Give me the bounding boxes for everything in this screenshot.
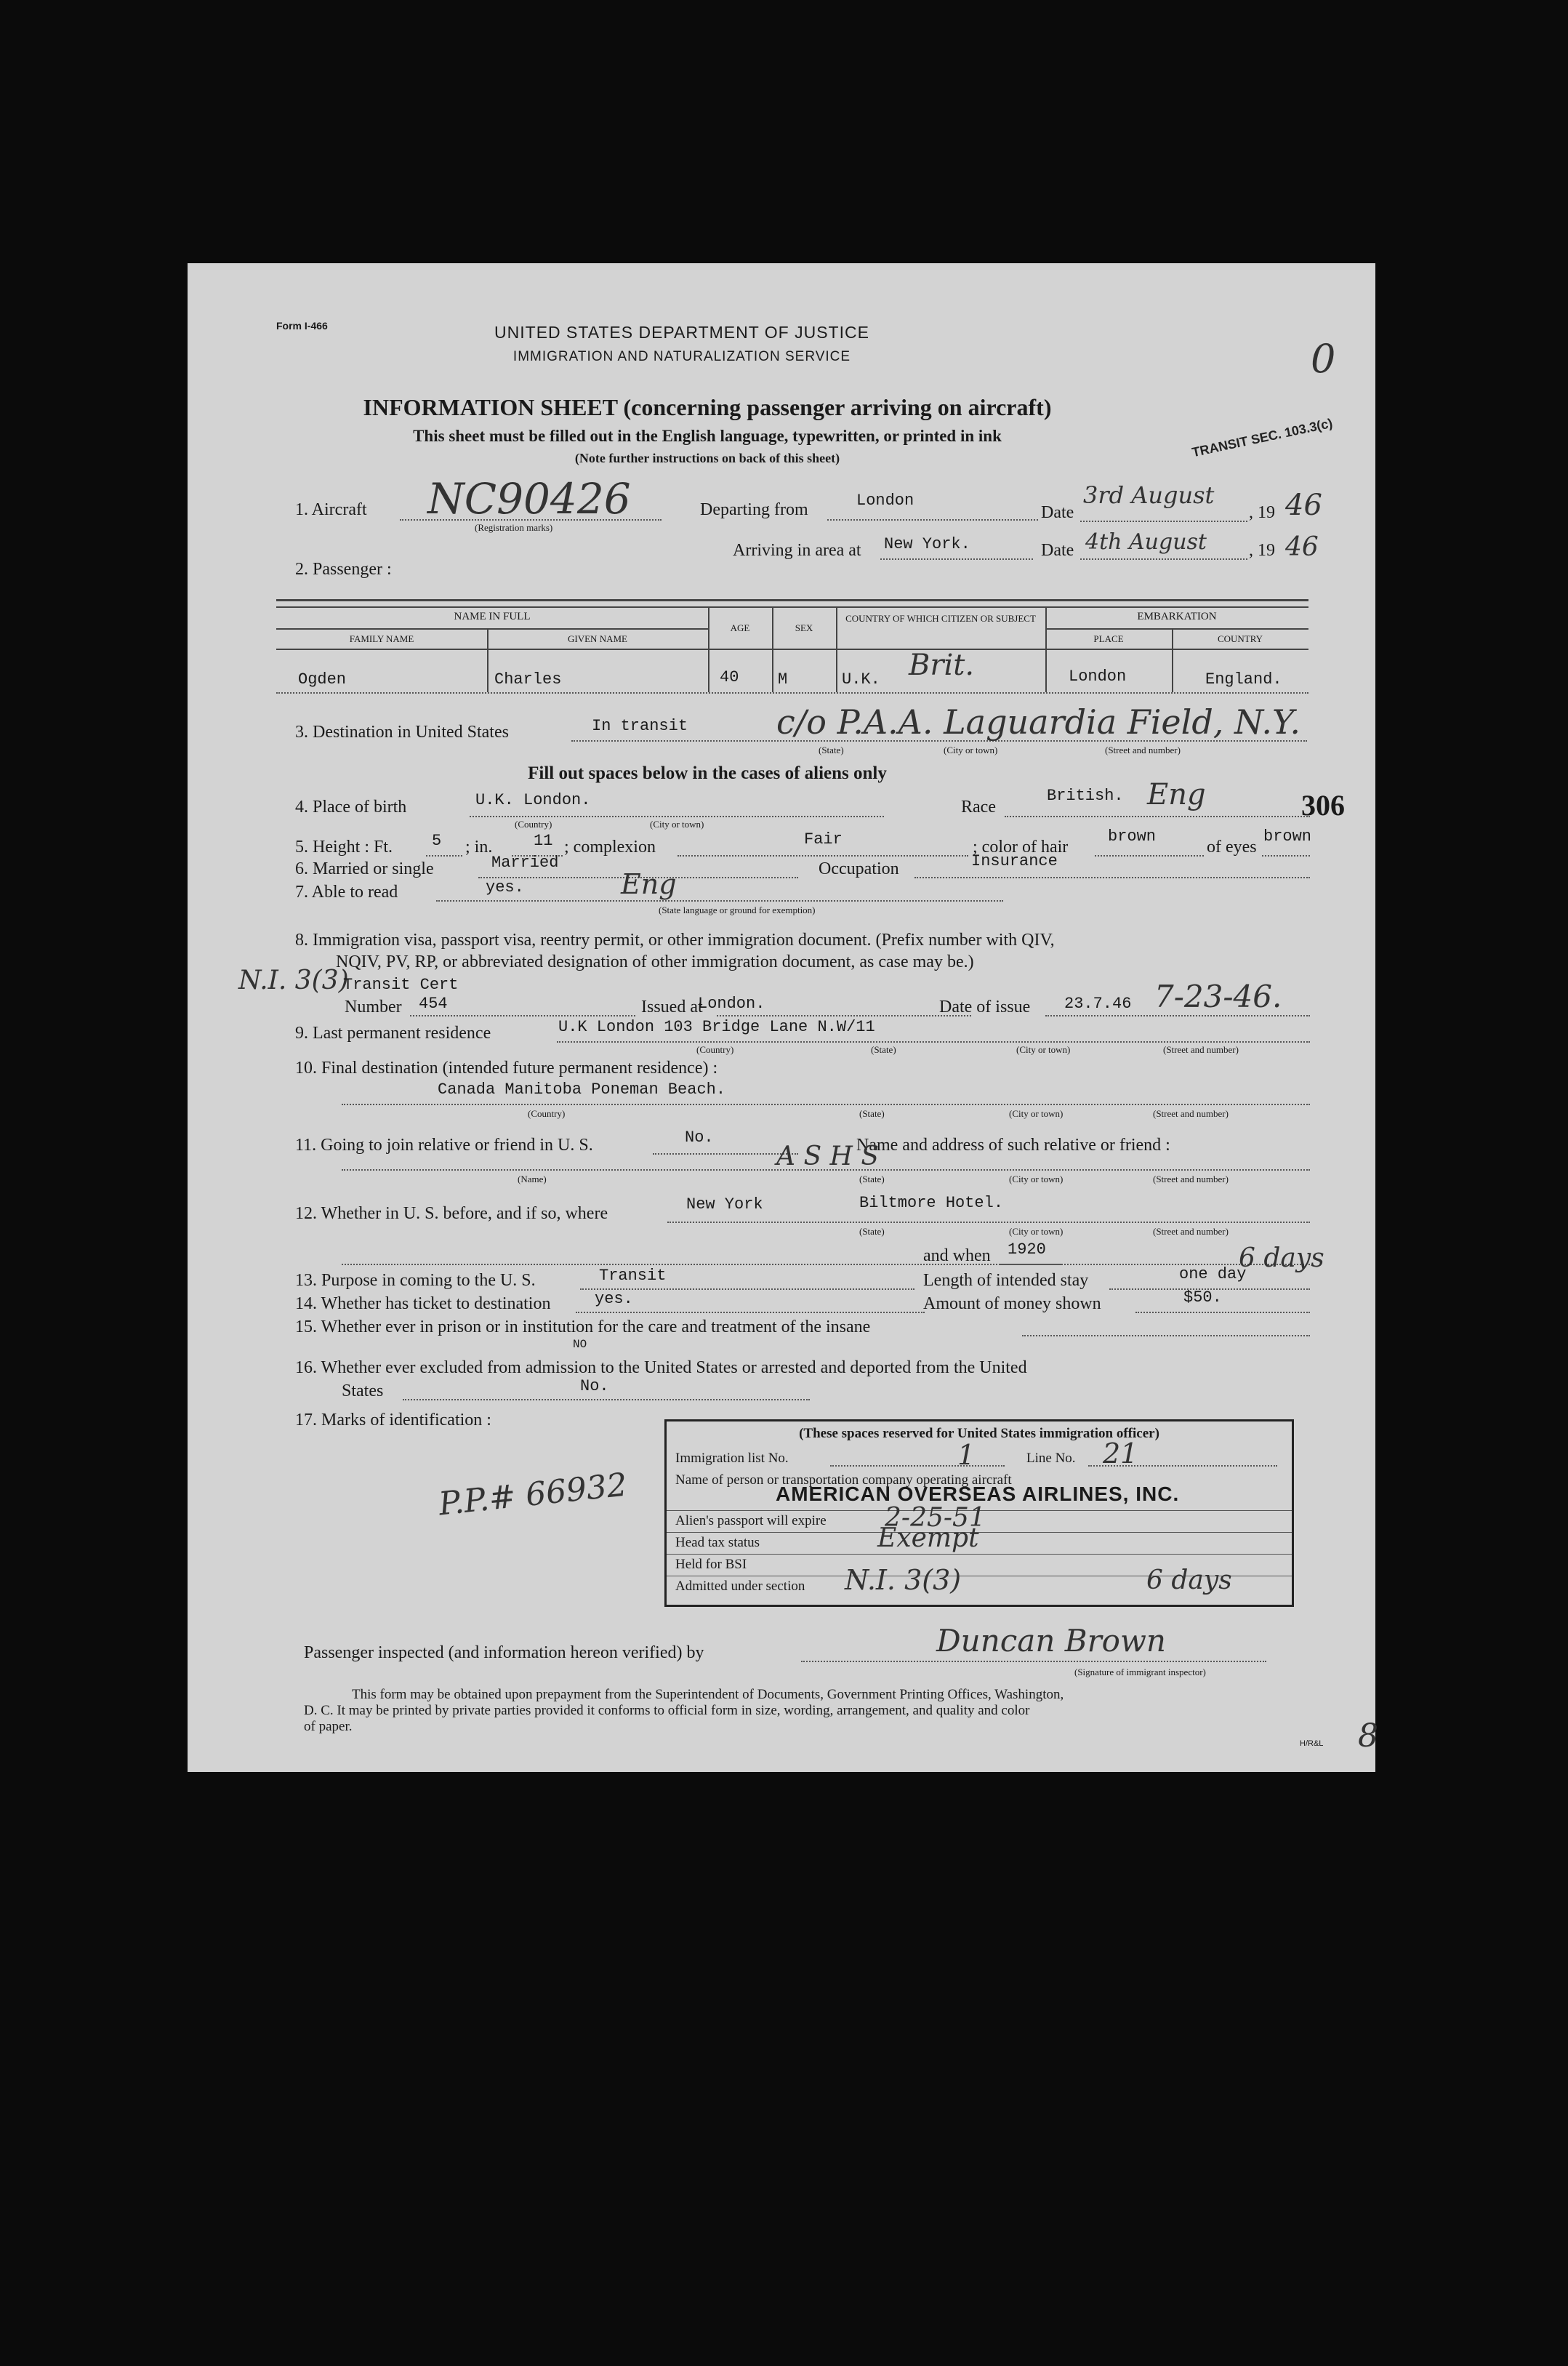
excluded-label-2: States	[342, 1381, 384, 1400]
footer-code: H/R&L	[1300, 1739, 1324, 1748]
height-ft-value: 5	[432, 832, 442, 850]
marks-handwritten: P.P.# 66932	[437, 1466, 630, 1523]
form-number: Form I-466	[276, 320, 328, 332]
read-value: yes.	[486, 878, 524, 897]
stay-value: one day	[1179, 1265, 1247, 1283]
head-tax-value: Exempt	[877, 1523, 979, 1553]
visa-number-label: Number	[345, 998, 402, 1016]
before-line	[667, 1222, 1310, 1223]
eyes-value: brown	[1263, 827, 1312, 846]
birth-line	[470, 816, 884, 817]
page-number: 306	[1301, 789, 1345, 822]
aircraft-label: 1. Aircraft	[295, 500, 367, 519]
date-arrive-line	[1080, 558, 1247, 560]
visa-label-2: NQIV, PV, RP, or abbreviated designation of other immigration document, as case may be.)	[336, 953, 974, 971]
relative-name-address-label: Name and address of such relative or friend :	[856, 1136, 1170, 1155]
height-ft-line	[426, 855, 462, 857]
residence-line	[557, 1041, 1310, 1043]
destination-handwritten: c/o P.A.A. Laguardia Field, N.Y.	[776, 702, 1301, 742]
cell-citizen: U.K.	[842, 670, 880, 689]
visa-number-value: 454	[419, 995, 448, 1013]
admitted-value: N.I. 3(3)	[845, 1564, 962, 1596]
date-arrive-label: Date	[1041, 541, 1074, 560]
aliens-heading: Fill out spaces below in the cases of aliens only	[528, 763, 887, 783]
page-title: INFORMATION SHEET (concerning passenger arriving on aircraft)	[363, 394, 1052, 420]
year-depart: 46	[1285, 489, 1322, 522]
before-place: Biltmore Hotel.	[859, 1194, 1004, 1212]
instructions-line: This sheet must be filled out in the English language, typewritten, or printed in ink	[413, 427, 1002, 445]
money-line	[1135, 1312, 1310, 1313]
dest-street-caption: (Street and number)	[1105, 745, 1181, 755]
instructions-note: (Note further instructions on back of this sheet)	[574, 451, 840, 465]
inspector-signature: Duncan Brown	[936, 1623, 1166, 1659]
occupation-label: Occupation	[819, 859, 899, 878]
date-arrive-value: 4th August	[1085, 529, 1207, 555]
issued-line	[717, 1015, 971, 1016]
bsi-label: Held for BSI	[675, 1557, 747, 1572]
eyes-line	[1262, 855, 1310, 857]
department-heading: UNITED STATES DEPARTMENT OF JUSTICE	[494, 323, 869, 342]
given-name-header: GIVEN NAME	[568, 633, 627, 644]
money-value: $50.	[1183, 1288, 1222, 1307]
stay-label: Length of intended stay	[923, 1271, 1089, 1290]
height-in-label: ; in.	[465, 838, 493, 857]
passport-expire-value: 2-25-51	[885, 1503, 986, 1533]
inspector-line	[801, 1661, 1266, 1662]
visa-label-1: 8. Immigration visa, passport visa, reentry permit, or other immigration document. (Prefix number with QIV,	[295, 931, 1055, 950]
date-label: Date	[1041, 503, 1074, 522]
footer-corner-mark: 8	[1358, 1717, 1378, 1755]
join-handwritten: A S H S	[776, 1142, 880, 1171]
issued-label: Issued at	[641, 998, 703, 1016]
footer-line-2: D. C. It may be printed by private parties provided it conforms to official form in size, wording, arrangement, and quality and color	[304, 1703, 1030, 1718]
visa-margin-handwritten: N.I. 3(3)	[238, 966, 349, 995]
list-line	[830, 1465, 1005, 1467]
list-value: 1	[957, 1439, 976, 1471]
height-in-value: 11	[534, 832, 553, 850]
family-name-header: FAMILY NAME	[349, 633, 414, 644]
line-value: 21	[1103, 1437, 1138, 1469]
res-country-caption: (Country)	[696, 1044, 734, 1055]
marks-label: 17. Marks of identification :	[295, 1411, 491, 1429]
when-value: 1920	[1008, 1240, 1046, 1259]
when-label: and when	[923, 1246, 991, 1265]
excluded-label-1: 16. Whether ever excluded from admission to the United States or arrested and deported from the United	[295, 1358, 1027, 1377]
departing-label: Departing from	[700, 500, 808, 519]
name-in-full-header: NAME IN FULL	[454, 611, 531, 622]
inspected-label: Passenger inspected (and information hereon verified) by	[304, 1643, 704, 1662]
relative-line	[342, 1169, 1310, 1171]
occupation-line	[914, 877, 1310, 878]
res-state-caption: (State)	[871, 1044, 896, 1055]
ticket-label: 14. Whether has ticket to destination	[295, 1294, 551, 1313]
year-label: , 19	[1249, 503, 1275, 522]
line-label: Line No.	[1026, 1451, 1076, 1466]
cell-citizen-handwritten: Brit.	[909, 649, 975, 682]
race-handwritten: Eng	[1147, 778, 1206, 811]
money-label: Amount of money shown	[923, 1294, 1101, 1313]
birth-country-caption: (Country)	[515, 819, 552, 830]
birth-label: 4. Place of birth	[295, 798, 407, 817]
form-sheet	[188, 263, 1378, 1772]
departing-value: London	[856, 492, 914, 510]
read-label: 7. Able to read	[295, 883, 398, 902]
date-issue-value: 23.7.46	[1064, 995, 1132, 1013]
officer-heading: (These spaces reserved for United States immigration officer)	[799, 1426, 1159, 1441]
race-value: British.	[1047, 787, 1124, 805]
final-dest-label: 10. Final destination (intended future permanent residence) :	[295, 1059, 718, 1078]
occupation-value: Insurance	[971, 852, 1058, 870]
destination-label: 3. Destination in United States	[295, 723, 509, 742]
embarkation-header: EMBARKATION	[1137, 611, 1217, 622]
race-label: Race	[961, 798, 996, 817]
res-city-caption: (City or town)	[1016, 1044, 1071, 1055]
admitted-label: Admitted under section	[675, 1579, 805, 1594]
service-heading: IMMIGRATION AND NATURALIZATION SERVICE	[512, 349, 851, 364]
registration-caption: (Registration marks)	[475, 522, 553, 533]
purpose-label: 13. Purpose in coming to the U. S.	[295, 1271, 536, 1290]
read-caption: (State language or ground for exemption)	[659, 905, 816, 915]
passport-expire-label: Alien's passport will expire	[675, 1513, 827, 1528]
join-city-caption: (City or town)	[1009, 1174, 1064, 1184]
country-citizen-header: COUNTRY OF WHICH CITIZEN OR SUBJECT	[845, 613, 1036, 624]
stay-handwritten: 6 days	[1239, 1243, 1324, 1273]
cell-given-name: Charles	[494, 670, 562, 689]
final-dest-line	[342, 1104, 1310, 1105]
ticket-line	[576, 1312, 925, 1313]
excluded-value: No.	[580, 1377, 609, 1395]
passenger-label: 2. Passenger :	[295, 560, 392, 579]
married-label: 6. Married or single	[295, 859, 434, 878]
cell-family-name: Ogden	[298, 670, 347, 689]
join-state-caption: (State)	[859, 1174, 885, 1184]
date-depart-value: 3rd August	[1083, 481, 1215, 509]
purpose-value: Transit	[599, 1267, 667, 1285]
read-line	[436, 900, 1003, 902]
footer-line-3: of paper.	[304, 1719, 353, 1734]
birth-city-caption: (City or town)	[650, 819, 704, 830]
admitted-handwritten: 6 days	[1146, 1565, 1232, 1595]
married-value: Married	[491, 854, 559, 872]
residence-value: U.K London 103 Bridge Lane N.W/11	[558, 1018, 875, 1036]
res-street-caption: (Street and number)	[1163, 1044, 1239, 1055]
final-state-caption: (State)	[859, 1108, 885, 1119]
year-arrive-label: , 19	[1249, 541, 1275, 560]
final-country-caption: (Country)	[528, 1108, 566, 1119]
complexion-label: ; complexion	[564, 838, 656, 857]
aircraft-value: NC90426	[427, 474, 631, 524]
eyes-label: of eyes	[1207, 838, 1257, 857]
head-tax-label: Head tax status	[675, 1535, 760, 1550]
arriving-label: Arriving in area at	[733, 541, 861, 560]
excluded-line	[403, 1399, 810, 1400]
cell-embark-place: London	[1069, 667, 1127, 686]
residence-label: 9. Last permanent residence	[295, 1024, 491, 1043]
list-label: Immigration list No.	[675, 1451, 789, 1466]
dest-city-caption: (City or town)	[944, 745, 998, 755]
before-city-caption: (City or town)	[1009, 1226, 1064, 1237]
footer-line-1: This form may be obtained upon prepayment from the Superintendent of Documents, Government Printing Offices, Washington,	[352, 1687, 1064, 1702]
prison-label: 15. Whether ever in prison or in institution for the care and treatment of the insane	[295, 1318, 871, 1336]
company-stamp: AMERICAN OVERSEAS AIRLINES, INC.	[776, 1483, 1180, 1505]
destination-value: In transit	[592, 717, 688, 735]
visa-doc-type: Transit Cert	[343, 976, 459, 994]
before-street-caption: (Street and number)	[1153, 1226, 1229, 1237]
signature-caption: (Signature of immigrant inspector)	[1074, 1667, 1206, 1677]
birth-value: U.K. London.	[475, 791, 591, 809]
join-value: No.	[685, 1128, 714, 1147]
date-issue-label: Date of issue	[939, 998, 1031, 1016]
officer-box	[664, 1419, 1294, 1607]
prison-line	[1022, 1335, 1310, 1336]
before-state-caption: (State)	[859, 1226, 885, 1237]
country-header: COUNTRY	[1217, 633, 1263, 644]
visa-number-line	[410, 1015, 635, 1016]
before-city: New York	[686, 1195, 763, 1214]
cell-sex: M	[778, 670, 788, 689]
dest-state-caption: (State)	[819, 745, 844, 755]
age-header: AGE	[730, 622, 750, 633]
join-name-caption: (Name)	[518, 1174, 547, 1184]
year-arrive: 46	[1285, 532, 1319, 562]
complexion-value: Fair	[804, 830, 843, 849]
departing-line	[827, 519, 1038, 521]
race-line	[1005, 816, 1310, 817]
date-depart-line	[1080, 521, 1247, 522]
cell-age: 40	[720, 668, 739, 686]
height-label: 5. Height : Ft.	[295, 838, 393, 857]
prison-value: NO	[573, 1338, 587, 1351]
transit-stamp: TRANSIT SEC. 103.3(c)	[1190, 415, 1334, 460]
sex-header: SEX	[795, 622, 813, 633]
join-street-caption: (Street and number)	[1153, 1174, 1229, 1184]
read-handwritten: Eng	[621, 868, 677, 900]
final-dest-value: Canada Manitoba Poneman Beach.	[438, 1080, 726, 1099]
hair-line	[1095, 855, 1204, 857]
place-header: PLACE	[1093, 633, 1124, 644]
join-label: 11. Going to join relative or friend in U. S.	[295, 1136, 593, 1155]
hair-label: ; color of hair	[973, 838, 1069, 857]
ticket-value: yes.	[595, 1290, 633, 1308]
final-street-caption: (Street and number)	[1153, 1108, 1229, 1119]
hair-value: brown	[1108, 827, 1157, 846]
before-label: 12. Whether in U. S. before, and if so, where	[295, 1204, 608, 1223]
company-label: Name of person or transportation company operating aircraft	[675, 1472, 1012, 1488]
cell-embark-country: England.	[1205, 670, 1282, 689]
date-issue-handwritten: 7-23-46.	[1154, 979, 1282, 1014]
arriving-value: New York.	[884, 535, 970, 553]
complexion-line	[678, 855, 968, 857]
date-issue-line	[1045, 1015, 1310, 1016]
final-city-caption: (City or town)	[1009, 1108, 1064, 1119]
issued-value: London.	[698, 995, 765, 1013]
corner-mark: 0	[1311, 336, 1336, 382]
arriving-line	[880, 558, 1033, 560]
